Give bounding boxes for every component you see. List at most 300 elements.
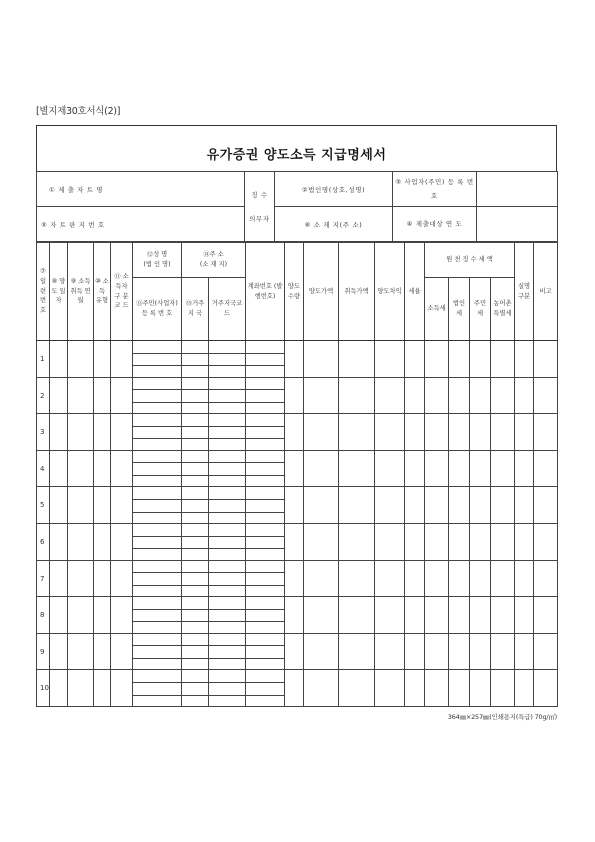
cell-line[interactable]	[209, 670, 245, 683]
cell-line[interactable]	[246, 354, 284, 367]
cell-line[interactable]	[246, 561, 284, 574]
cell-line[interactable]	[133, 378, 181, 391]
table-cell[interactable]	[68, 560, 94, 597]
table-cell[interactable]	[491, 377, 515, 414]
business-reg-value[interactable]	[477, 172, 558, 207]
split-cell[interactable]	[133, 523, 182, 560]
cell-line[interactable]	[182, 390, 208, 403]
table-cell[interactable]	[515, 450, 534, 487]
cell-line[interactable]	[209, 463, 245, 476]
cell-line[interactable]	[133, 414, 181, 427]
cell-line[interactable]	[246, 463, 284, 476]
cell-line[interactable]	[133, 500, 181, 513]
cell-line[interactable]	[182, 341, 208, 354]
table-cell[interactable]	[285, 633, 304, 670]
table-cell[interactable]	[285, 597, 304, 634]
cell-line[interactable]	[209, 341, 245, 354]
table-cell[interactable]	[534, 450, 558, 487]
cell-line[interactable]	[182, 500, 208, 513]
cell-line[interactable]	[246, 487, 284, 500]
cell-line[interactable]	[246, 610, 284, 623]
table-cell[interactable]	[94, 670, 111, 707]
table-cell[interactable]	[285, 560, 304, 597]
table-cell[interactable]	[491, 523, 515, 560]
table-cell[interactable]	[285, 670, 304, 707]
cell-line[interactable]	[182, 524, 208, 537]
payment-detail-table	[36, 242, 558, 707]
cell-line[interactable]	[133, 390, 181, 403]
table-cell[interactable]	[68, 377, 94, 414]
table-cell[interactable]	[405, 597, 425, 634]
table-cell[interactable]	[339, 377, 375, 414]
table-cell[interactable]	[405, 450, 425, 487]
table-row	[37, 633, 558, 670]
table-cell[interactable]	[68, 597, 94, 634]
table-row	[37, 487, 558, 524]
table-cell[interactable]	[50, 341, 68, 378]
table-cell[interactable]	[304, 450, 339, 487]
table-cell[interactable]	[425, 450, 449, 487]
table-cell[interactable]	[304, 414, 339, 451]
table-cell[interactable]	[339, 560, 375, 597]
cell-line[interactable]	[209, 646, 245, 659]
table-body	[37, 341, 558, 707]
table-cell[interactable]	[515, 414, 534, 451]
table-cell[interactable]	[470, 377, 491, 414]
cell-line[interactable]	[209, 354, 245, 367]
col-name-line1: ⑫성 명	[146, 251, 168, 259]
cell-line[interactable]	[246, 451, 284, 464]
col-corp-tax: 법인세	[449, 278, 470, 341]
split-cell[interactable]	[246, 633, 285, 670]
table-cell[interactable]	[285, 414, 304, 451]
table-cell[interactable]	[470, 450, 491, 487]
table-cell[interactable]	[94, 377, 111, 414]
cell-line[interactable]	[209, 537, 245, 550]
table-cell[interactable]	[515, 670, 534, 707]
table-cell[interactable]	[111, 377, 133, 414]
split-cell[interactable]	[246, 560, 285, 597]
table-cell[interactable]	[449, 487, 470, 524]
table-cell[interactable]	[111, 670, 133, 707]
table-cell[interactable]	[470, 597, 491, 634]
split-cell[interactable]	[182, 450, 209, 487]
table-row	[37, 597, 558, 634]
table-row	[37, 670, 558, 707]
table-cell[interactable]	[405, 377, 425, 414]
table-cell[interactable]	[425, 414, 449, 451]
table-cell[interactable]	[449, 377, 470, 414]
split-cell[interactable]	[133, 560, 182, 597]
cell-line[interactable]	[209, 683, 245, 696]
cell-line[interactable]	[209, 414, 245, 427]
cell-line[interactable]	[246, 670, 284, 683]
table-cell[interactable]	[491, 560, 515, 597]
year-value[interactable]	[477, 207, 558, 242]
table-cell[interactable]	[534, 487, 558, 524]
table-cell[interactable]	[375, 633, 405, 670]
split-cell[interactable]	[246, 414, 285, 451]
split-cell[interactable]	[133, 487, 182, 524]
split-cell[interactable]	[133, 597, 182, 634]
cell-line[interactable]	[133, 524, 181, 537]
table-cell[interactable]	[285, 341, 304, 378]
taxpayer-label-top: 징 수	[251, 190, 268, 199]
split-cell[interactable]	[182, 341, 209, 378]
table-cell[interactable]	[375, 487, 405, 524]
split-cell[interactable]	[246, 450, 285, 487]
col-resident-tax: 주민세	[470, 278, 491, 341]
col-realname: 실명 구분	[515, 243, 534, 341]
table-cell[interactable]	[515, 487, 534, 524]
document-title: 유가증권 양도소득 지급명세서	[206, 148, 387, 163]
cell-line[interactable]	[209, 500, 245, 513]
table-cell[interactable]	[515, 377, 534, 414]
split-cell[interactable]	[246, 487, 285, 524]
table-cell[interactable]	[339, 341, 375, 378]
table-cell[interactable]	[375, 414, 405, 451]
cell-line[interactable]	[209, 597, 245, 610]
table-row	[37, 377, 558, 414]
cell-line[interactable]	[133, 561, 181, 574]
split-cell[interactable]	[209, 341, 246, 378]
col-address-line2: (소 재 지)	[199, 261, 228, 268]
table-cell[interactable]	[425, 523, 449, 560]
col-serial: ⑦ 일 련 번 호	[37, 243, 50, 341]
split-cell[interactable]	[209, 670, 246, 707]
table-cell[interactable]	[375, 560, 405, 597]
cell-line[interactable]	[182, 597, 208, 610]
cell-line[interactable]	[209, 390, 245, 403]
table-cell[interactable]	[285, 487, 304, 524]
table-cell[interactable]	[68, 341, 94, 378]
table-cell[interactable]	[375, 377, 405, 414]
table-cell[interactable]	[534, 670, 558, 707]
cell-line[interactable]	[133, 683, 181, 696]
split-cell[interactable]	[209, 487, 246, 524]
cell-line[interactable]	[182, 683, 208, 696]
table-cell[interactable]	[425, 670, 449, 707]
table-cell[interactable]	[491, 341, 515, 378]
split-cell[interactable]	[182, 670, 209, 707]
table-cell[interactable]	[68, 523, 94, 560]
table-cell[interactable]	[470, 633, 491, 670]
cell-line[interactable]	[209, 634, 245, 647]
table-cell[interactable]	[304, 633, 339, 670]
cell-line[interactable]	[133, 573, 181, 586]
table-cell[interactable]	[534, 414, 558, 451]
cell-line[interactable]	[246, 634, 284, 647]
table-cell[interactable]	[405, 560, 425, 597]
table-cell[interactable]	[470, 341, 491, 378]
corp-reg-label: ②법인명(상호,성명)	[275, 172, 393, 207]
paper-spec-note: 364㎜×257㎜(인쇄용지(특급) 70g/㎡)	[447, 713, 557, 721]
split-cell[interactable]	[209, 633, 246, 670]
cell-line[interactable]	[182, 634, 208, 647]
table-cell[interactable]	[111, 597, 133, 634]
table-cell[interactable]	[339, 487, 375, 524]
cell-line[interactable]	[133, 646, 181, 659]
table-cell[interactable]	[94, 341, 111, 378]
table-cell[interactable]	[470, 523, 491, 560]
split-cell[interactable]	[182, 377, 209, 414]
table-cell[interactable]	[111, 450, 133, 487]
table-cell[interactable]	[491, 487, 515, 524]
table-cell[interactable]	[339, 414, 375, 451]
cell-line[interactable]	[182, 414, 208, 427]
cell-line[interactable]	[246, 414, 284, 427]
cell-line[interactable]	[246, 597, 284, 610]
table-cell[interactable]	[491, 597, 515, 634]
table-cell[interactable]	[339, 450, 375, 487]
table-cell[interactable]	[94, 633, 111, 670]
table-cell[interactable]	[534, 523, 558, 560]
table-cell[interactable]	[375, 450, 405, 487]
table-cell[interactable]	[491, 670, 515, 707]
table-cell[interactable]	[50, 670, 68, 707]
table-cell[interactable]	[449, 597, 470, 634]
table-cell[interactable]	[515, 633, 534, 670]
cell-line[interactable]	[182, 487, 208, 500]
cell-line[interactable]	[209, 610, 245, 623]
cell-line[interactable]	[246, 537, 284, 550]
table-cell[interactable]	[449, 560, 470, 597]
table-cell[interactable]	[94, 523, 111, 560]
cell-line[interactable]	[182, 427, 208, 440]
table-cell[interactable]	[50, 597, 68, 634]
table-cell[interactable]	[111, 523, 133, 560]
table-cell[interactable]	[68, 414, 94, 451]
cell-line[interactable]	[246, 524, 284, 537]
table-cell[interactable]	[449, 341, 470, 378]
table-cell[interactable]	[491, 450, 515, 487]
title-box	[36, 125, 557, 171]
table-cell[interactable]	[50, 414, 68, 451]
split-cell[interactable]	[209, 523, 246, 560]
table-cell[interactable]	[425, 597, 449, 634]
cell-line[interactable]	[246, 390, 284, 403]
cell-line[interactable]	[182, 646, 208, 659]
table-cell[interactable]	[339, 633, 375, 670]
split-cell[interactable]	[246, 377, 285, 414]
table-cell[interactable]	[515, 341, 534, 378]
table-cell[interactable]	[470, 487, 491, 524]
table-cell[interactable]	[449, 414, 470, 451]
cell-line[interactable]	[182, 670, 208, 683]
split-cell[interactable]	[133, 377, 182, 414]
cell-line[interactable]	[246, 378, 284, 391]
table-cell[interactable]	[425, 487, 449, 524]
table-cell[interactable]	[111, 560, 133, 597]
table-cell[interactable]	[304, 487, 339, 524]
split-cell[interactable]	[246, 523, 285, 560]
split-cell[interactable]	[246, 597, 285, 634]
table-cell[interactable]	[515, 560, 534, 597]
table-cell[interactable]	[94, 560, 111, 597]
table-cell[interactable]	[375, 523, 405, 560]
split-cell[interactable]	[133, 450, 182, 487]
col-remarks: 비고	[534, 243, 558, 341]
cell-line[interactable]	[246, 683, 284, 696]
table-cell[interactable]	[285, 377, 304, 414]
split-cell[interactable]	[246, 670, 285, 707]
col-name	[133, 243, 182, 278]
cell-line[interactable]	[246, 500, 284, 513]
cell-line[interactable]	[246, 573, 284, 586]
table-cell[interactable]	[534, 377, 558, 414]
table-cell[interactable]	[111, 487, 133, 524]
table-cell[interactable]	[405, 633, 425, 670]
cell-line[interactable]	[133, 610, 181, 623]
split-cell[interactable]	[209, 414, 246, 451]
table-cell[interactable]	[405, 523, 425, 560]
cell-line[interactable]	[209, 378, 245, 391]
table-cell[interactable]	[94, 487, 111, 524]
split-cell[interactable]	[182, 633, 209, 670]
cell-line[interactable]	[133, 537, 181, 550]
split-cell[interactable]	[182, 523, 209, 560]
table-cell[interactable]	[339, 670, 375, 707]
table-cell[interactable]	[375, 597, 405, 634]
table-cell[interactable]	[534, 633, 558, 670]
cell-line[interactable]	[246, 646, 284, 659]
table-cell[interactable]	[425, 633, 449, 670]
table-cell[interactable]	[94, 597, 111, 634]
split-cell[interactable]	[209, 377, 246, 414]
split-cell[interactable]	[133, 414, 182, 451]
table-cell[interactable]	[405, 487, 425, 524]
split-cell[interactable]	[182, 414, 209, 451]
cell-line[interactable]	[133, 341, 181, 354]
table-cell[interactable]	[304, 670, 339, 707]
split-cell[interactable]	[246, 341, 285, 378]
table-cell[interactable]	[534, 341, 558, 378]
table-cell[interactable]	[405, 414, 425, 451]
table-cell[interactable]	[515, 597, 534, 634]
table-cell[interactable]	[339, 597, 375, 634]
table-cell[interactable]	[68, 450, 94, 487]
table-cell[interactable]	[285, 523, 304, 560]
cell-line[interactable]	[246, 341, 284, 354]
cell-line[interactable]	[133, 451, 181, 464]
cell-line[interactable]	[182, 451, 208, 464]
cell-line[interactable]	[182, 463, 208, 476]
table-cell[interactable]	[304, 523, 339, 560]
table-cell[interactable]	[50, 633, 68, 670]
table-cell[interactable]	[111, 633, 133, 670]
cell-line[interactable]	[209, 451, 245, 464]
table-cell[interactable]	[50, 450, 68, 487]
table-cell[interactable]	[111, 341, 133, 378]
payer-name-label: ① 제 출 자 트 명	[37, 172, 245, 207]
table-cell[interactable]	[50, 523, 68, 560]
cell-line[interactable]	[246, 427, 284, 440]
cell-line[interactable]	[209, 573, 245, 586]
table-cell[interactable]	[304, 560, 339, 597]
table-cell[interactable]	[405, 670, 425, 707]
cell-line[interactable]	[182, 573, 208, 586]
table-cell[interactable]	[50, 560, 68, 597]
cell-line[interactable]	[182, 378, 208, 391]
table-cell[interactable]	[50, 377, 68, 414]
cell-line[interactable]	[209, 487, 245, 500]
table-cell[interactable]	[515, 523, 534, 560]
payer-info-table	[36, 171, 558, 242]
table-cell[interactable]	[339, 523, 375, 560]
cell-line[interactable]	[133, 463, 181, 476]
col-address-line1: ⑭주 소	[203, 251, 224, 259]
row-number: 3	[37, 414, 50, 451]
table-cell[interactable]	[449, 523, 470, 560]
cell-line[interactable]	[133, 354, 181, 367]
cell-line[interactable]	[209, 427, 245, 440]
table-cell[interactable]	[304, 377, 339, 414]
table-cell[interactable]	[375, 341, 405, 378]
split-cell[interactable]	[133, 670, 182, 707]
table-cell[interactable]	[470, 560, 491, 597]
table-cell[interactable]	[94, 414, 111, 451]
split-cell[interactable]	[209, 597, 246, 634]
table-cell[interactable]	[491, 633, 515, 670]
table-cell[interactable]	[470, 414, 491, 451]
cell-line[interactable]	[133, 487, 181, 500]
col-reg-number: ⑬주민(사업자) 등 록 번 호	[133, 278, 182, 341]
table-cell[interactable]	[68, 487, 94, 524]
table-cell[interactable]	[111, 414, 133, 451]
cell-line[interactable]	[133, 597, 181, 610]
split-cell[interactable]	[182, 597, 209, 634]
cell-line[interactable]	[182, 561, 208, 574]
table-cell[interactable]	[534, 597, 558, 634]
table-cell[interactable]	[68, 670, 94, 707]
cell-line[interactable]	[209, 561, 245, 574]
form-number: [별지제30호서식(2)]	[36, 106, 121, 117]
table-cell[interactable]	[304, 341, 339, 378]
table-cell[interactable]	[534, 560, 558, 597]
split-cell[interactable]	[209, 450, 246, 487]
table-cell[interactable]	[94, 450, 111, 487]
table-cell[interactable]	[425, 560, 449, 597]
split-cell[interactable]	[209, 560, 246, 597]
table-cell[interactable]	[425, 341, 449, 378]
cell-line[interactable]	[182, 537, 208, 550]
table-cell[interactable]	[449, 633, 470, 670]
table-cell[interactable]	[405, 341, 425, 378]
table-cell[interactable]	[491, 414, 515, 451]
cell-line[interactable]	[133, 670, 181, 683]
table-cell[interactable]	[375, 670, 405, 707]
split-cell[interactable]	[182, 487, 209, 524]
split-cell[interactable]	[133, 633, 182, 670]
split-cell[interactable]	[182, 560, 209, 597]
table-cell[interactable]	[470, 670, 491, 707]
table-cell[interactable]	[449, 450, 470, 487]
cell-line[interactable]	[182, 610, 208, 623]
row-number: 4	[37, 450, 50, 487]
cell-line[interactable]	[133, 427, 181, 440]
client-id-label: ⑤ 자 트 판 지 번 호	[37, 207, 245, 242]
cell-line[interactable]	[182, 354, 208, 367]
split-cell[interactable]	[133, 341, 182, 378]
cell-line[interactable]	[209, 524, 245, 537]
table-cell[interactable]	[285, 450, 304, 487]
table-cell[interactable]	[50, 487, 68, 524]
table-cell[interactable]	[425, 377, 449, 414]
table-cell[interactable]	[68, 633, 94, 670]
table-cell[interactable]	[304, 597, 339, 634]
cell-line[interactable]	[133, 634, 181, 647]
table-cell[interactable]	[449, 670, 470, 707]
